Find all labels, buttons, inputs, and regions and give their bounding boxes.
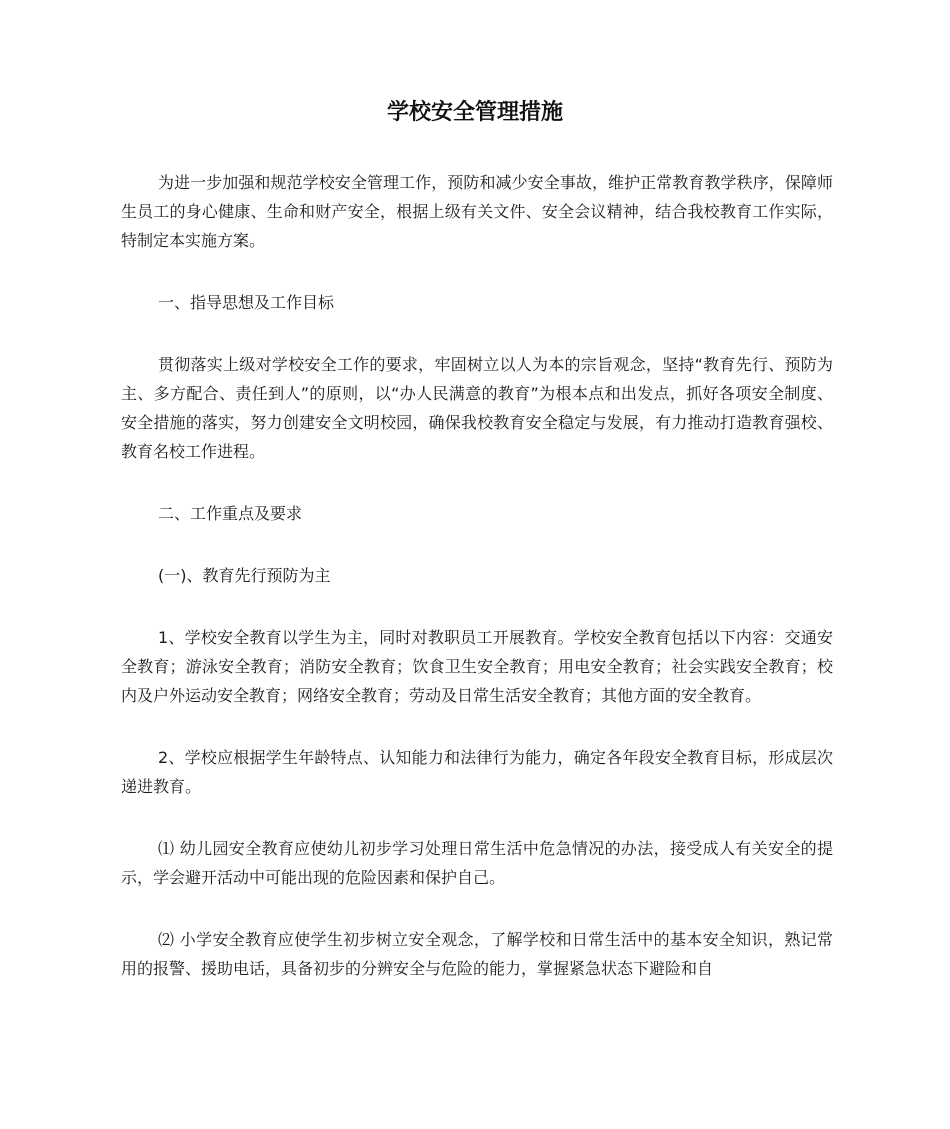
- heading-section-1: 一、指导思想及工作目标: [158, 293, 335, 312]
- paragraph-item-2: 2、学校应根据学生年龄特点、认知能力和法律行为能力，确定各年段安全教育目标，形成层次递进教育。: [121, 748, 833, 796]
- paragraph-intro: 为进一步加强和规范学校安全管理工作，预防和减少安全事故，维护正常教育教学秩序，保障师生员工的身心健康、生命和财产安全，根据上级有关文件、安全会议精神，结合我校教育工作实际，特制定本实施方案。: [121, 173, 833, 250]
- document-title: 学校安全管理措施: [386, 100, 563, 125]
- subheading-2-1: (一)、教育先行预防为主: [158, 566, 331, 585]
- paragraph-item-1: 1、学校安全教育以学生为主，同时对教职员工开展教育。学校安全教育包括以下内容：交通安全教育；游泳安全教育；消防安全教育；饮食卫生安全教育；用电安全教育；社会实践安全教育；校内及户外运动安全教育；网络安全教育；劳动及日常生活安全教育；其他方面的安全教育。: [121, 628, 833, 705]
- paragraph-section-1: 贯彻落实上级对学校安全工作的要求，牢固树立以人为本的宗旨观念，坚持“教育先行、预防为主、多方配合、责任到人”的原则，以“办人民满意的教育”为根本点和出发点，抓好各项安全制度、安全措施的落实，努力创建安全文明校园，确保我校教育安全稳定与发展，有力推动打造教育强校、教育名校工作进程。: [121, 355, 833, 461]
- heading-section-2: 二、工作重点及要求: [158, 504, 303, 523]
- paragraph-item-2-2: ⑵ 小学安全教育应使学生初步树立安全观念，了解学校和日常生活中的基本安全知识，熟记常用的报警、援助电话，具备初步的分辨安全与危险的能力，掌握紧急状态下避险和自: [121, 930, 833, 978]
- document-body: [121, 168, 833, 983]
- paragraph-item-2-1: ⑴ 幼儿园安全教育应使幼儿初步学习处理日常生活中危急情况的办法，接受成人有关安全的提示，学会避开活动中可能出现的危险因素和保护自己。: [121, 839, 833, 887]
